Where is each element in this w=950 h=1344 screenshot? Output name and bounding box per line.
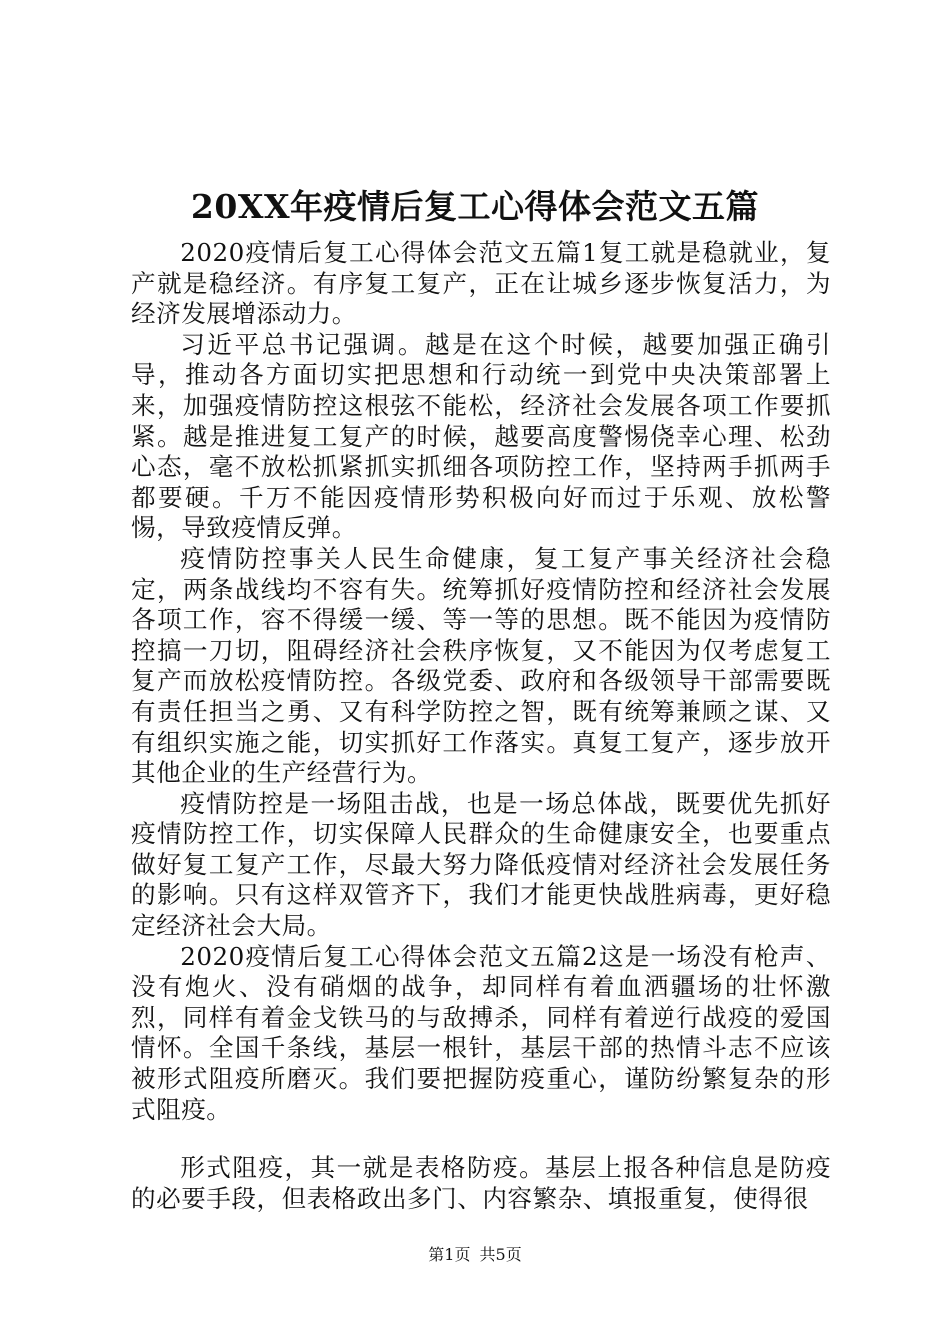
paragraph-5: 2020疫情后复工心得体会范文五篇2这是一场没有枪声、没有炮火、没有硝烟的战争，却同样有着血洒疆场的壮怀激烈，同样有着金戈铁马的与敌搏杀，同样有着逆行战疫的爱国情怀。全国千条线，基层一根针，基层干部的热情斗志不应该被形式阻疫所磨灭。我们要把握防疫重心，谨防纷繁复杂的形式阻疫。	[131, 941, 831, 1124]
paragraph-2: 习近平总书记强调。越是在这个时候，越要加强正确引导，推动各方面切实把思想和行动统一到党中央决策部署上来，加强疫情防控这根弦不能松，经济社会发展各项工作要抓紧。越是推进复工复产的时候，越要高度警惕侥幸心理、松劲心态，毫不放松抓紧抓实抓细各项防控工作，坚持两手抓两手都要硬。千万不能因疫情形势积极向好而过于乐观、放松警惕，导致疫情反弹。	[131, 329, 831, 543]
page-footer	[0, 1244, 950, 1266]
document-body	[131, 238, 831, 1214]
page-number: 第1页	[428, 1245, 471, 1264]
page-total: 共5页	[479, 1245, 522, 1264]
paragraph-4: 疫情防控是一场阻击战，也是一场总体战，既要优先抓好疫情防控工作，切实保障人民群众的生命健康安全，也要重点做好复工复产工作，尽最大努力降低疫情对经济社会发展任务的影响。只有这样双管齐下，我们才能更快战胜病毒，更好稳定经济社会大局。	[131, 788, 831, 941]
page-title: 20XX年疫情后复工心得体会范文五篇	[190, 187, 760, 226]
paragraph-6: 形式阻疫，其一就是表格防疫。基层上报各种信息是防疫的必要手段，但表格政出多门、内容繁杂、填报重复，使得很	[131, 1153, 831, 1213]
paragraph-3: 疫情防控事关人民生命健康，复工复产事关经济社会稳定，两条战线均不容有失。统筹抓好疫情防控和经济社会发展各项工作，容不得缓一缓、等一等的思想。既不能因为疫情防控搞一刀切，阻碍经济社会秩序恢复，又不能因为仅考虑复工复产而放松疫情防控。各级党委、政府和各级领导干部需要既有责任担当之勇、又有科学防控之智，既有统筹兼顾之谋、又有组织实施之能，切实抓好工作落实。真复工复产，逐步放开其他企业的生产经营行为。	[131, 543, 831, 788]
paragraph-1: 2020疫情后复工心得体会范文五篇1复工就是稳就业，复产就是稳经济。有序复工复产，正在让城乡逐步恢复活力，为经济发展增添动力。	[131, 238, 831, 329]
